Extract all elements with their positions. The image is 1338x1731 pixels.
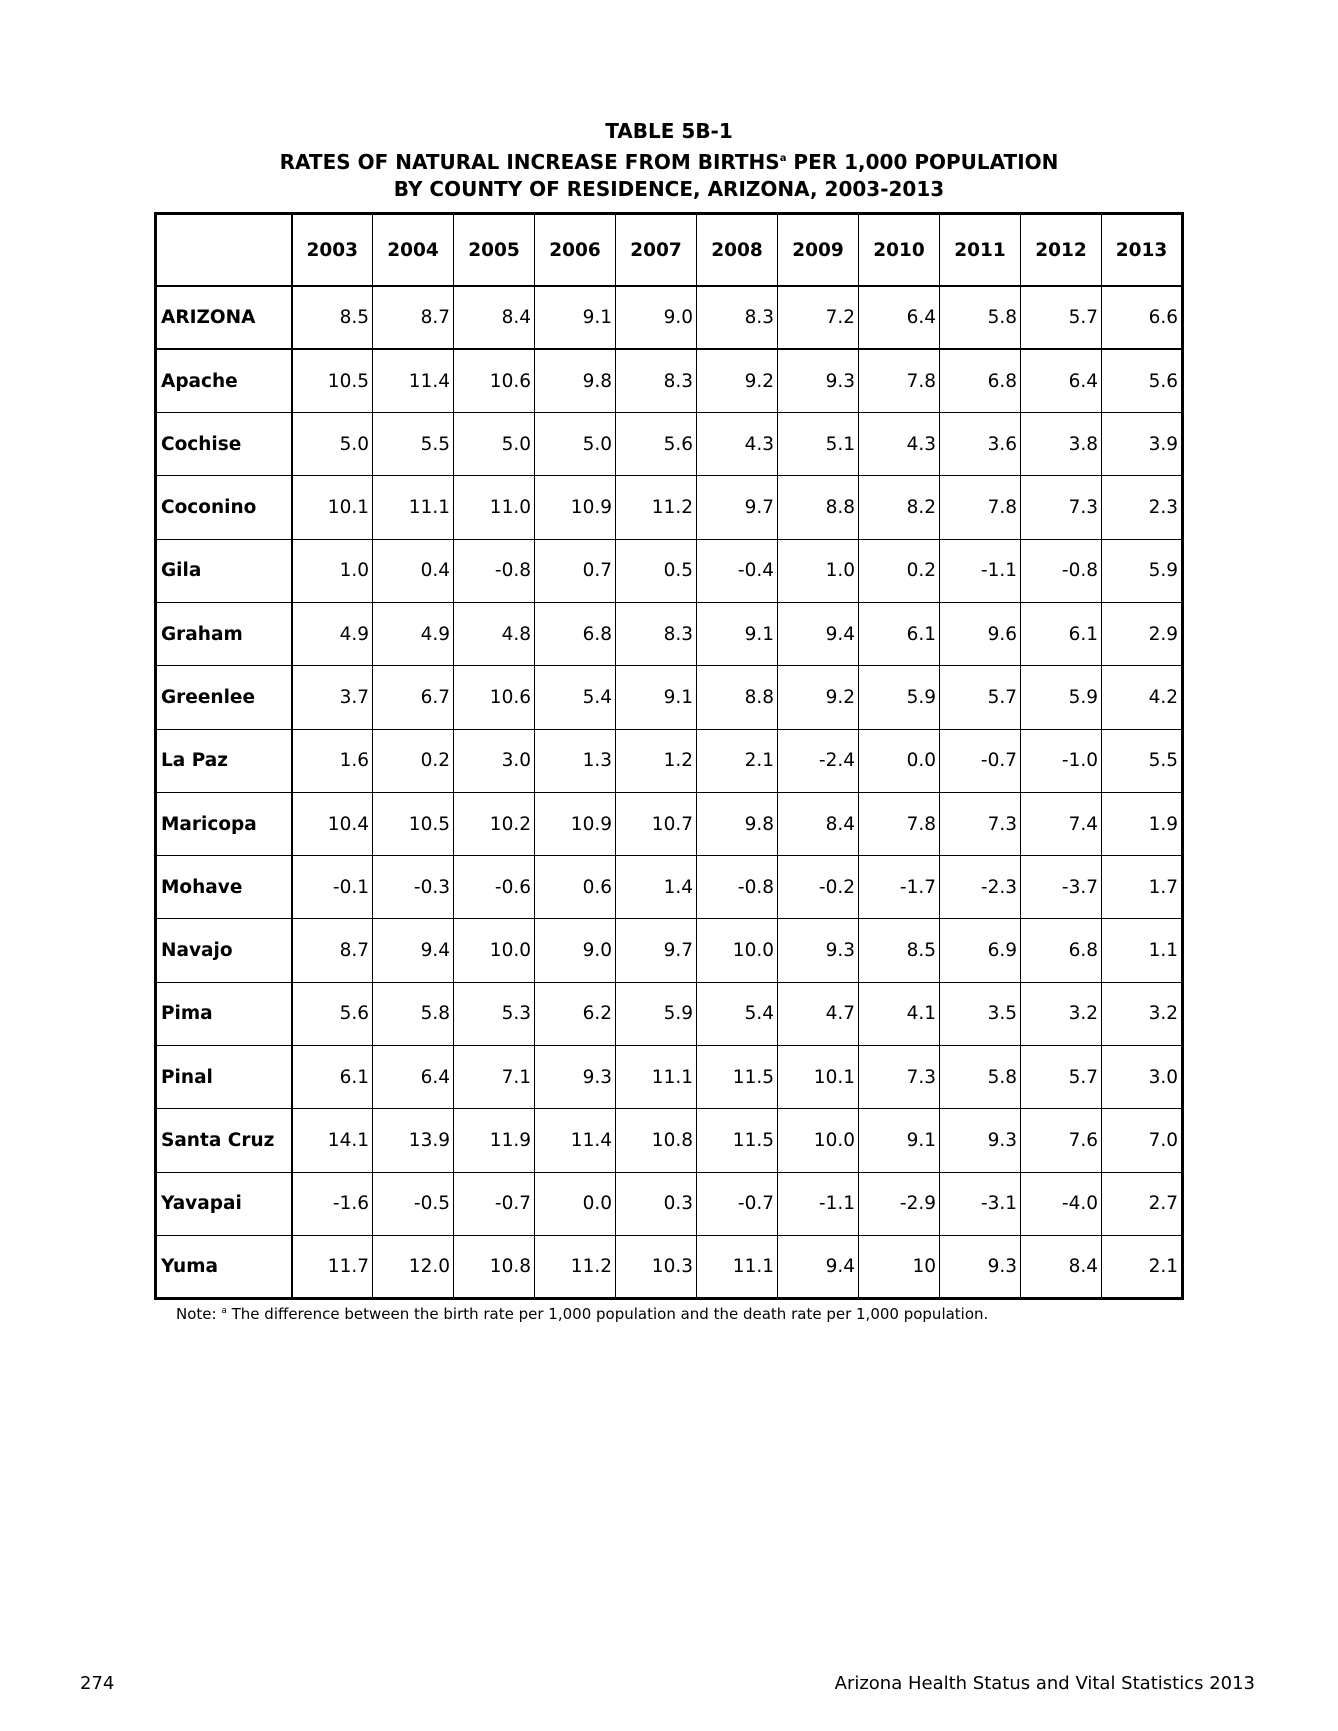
rate-value-cell: 0.6 bbox=[535, 856, 616, 919]
rate-value-cell: 13.9 bbox=[373, 1109, 454, 1172]
rate-value-cell: 9.3 bbox=[535, 1046, 616, 1109]
rate-value-cell: -1.7 bbox=[859, 856, 940, 919]
rate-value-cell: 10.9 bbox=[535, 792, 616, 855]
rate-value-cell: 8.3 bbox=[616, 349, 697, 412]
rate-value-cell: 2.3 bbox=[1102, 476, 1183, 539]
rate-value-cell: 10.0 bbox=[697, 919, 778, 982]
county-name-cell: Greenlee bbox=[156, 666, 292, 729]
rate-value-cell: 10.6 bbox=[454, 666, 535, 729]
rate-value-cell: 4.9 bbox=[292, 602, 373, 665]
rate-value-cell: 11.1 bbox=[373, 476, 454, 539]
county-name-cell: Yavapai bbox=[156, 1172, 292, 1235]
rate-value-cell: 4.3 bbox=[859, 413, 940, 476]
title-line-2-tail: PER 1,000 POPULATION bbox=[786, 150, 1059, 174]
table-row bbox=[156, 413, 1183, 476]
rate-value-cell: 5.0 bbox=[292, 413, 373, 476]
rate-value-cell: -0.6 bbox=[454, 856, 535, 919]
rate-value-cell: 11.9 bbox=[454, 1109, 535, 1172]
rate-value-cell: 8.5 bbox=[859, 919, 940, 982]
county-name-cell: Maricopa bbox=[156, 792, 292, 855]
rates-table bbox=[154, 212, 1184, 1300]
rate-value-cell: 11.5 bbox=[697, 1046, 778, 1109]
rate-value-cell: 11.1 bbox=[616, 1046, 697, 1109]
rate-value-cell: 1.2 bbox=[616, 729, 697, 792]
rate-value-cell: 14.1 bbox=[292, 1109, 373, 1172]
rate-value-cell: 5.1 bbox=[778, 413, 859, 476]
rate-value-cell: -0.1 bbox=[292, 856, 373, 919]
rate-value-cell: 0.3 bbox=[616, 1172, 697, 1235]
rate-value-cell: -4.0 bbox=[1021, 1172, 1102, 1235]
year-header: 2004 bbox=[373, 214, 454, 287]
rate-value-cell: 9.1 bbox=[697, 602, 778, 665]
county-name-cell: Pinal bbox=[156, 1046, 292, 1109]
rate-value-cell: 1.4 bbox=[616, 856, 697, 919]
rate-value-cell: 4.9 bbox=[373, 602, 454, 665]
rate-value-cell: 8.8 bbox=[778, 476, 859, 539]
rate-value-cell: 9.2 bbox=[697, 349, 778, 412]
rate-value-cell: 9.3 bbox=[940, 1235, 1021, 1298]
rate-value-cell: -3.1 bbox=[940, 1172, 1021, 1235]
year-header: 2009 bbox=[778, 214, 859, 287]
table-body bbox=[156, 286, 1183, 1299]
table-row bbox=[156, 666, 1183, 729]
county-name-cell: Graham bbox=[156, 602, 292, 665]
rate-value-cell: 10.0 bbox=[778, 1109, 859, 1172]
table-row bbox=[156, 792, 1183, 855]
rate-value-cell: 9.3 bbox=[940, 1109, 1021, 1172]
rate-value-cell: 2.1 bbox=[697, 729, 778, 792]
rate-value-cell: -0.5 bbox=[373, 1172, 454, 1235]
county-name-cell: Cochise bbox=[156, 413, 292, 476]
rate-value-cell: 11.1 bbox=[697, 1235, 778, 1298]
rate-value-cell: 3.8 bbox=[1021, 413, 1102, 476]
year-header: 2006 bbox=[535, 214, 616, 287]
county-name-cell: La Paz bbox=[156, 729, 292, 792]
rate-value-cell: 9.4 bbox=[373, 919, 454, 982]
rate-value-cell: 9.8 bbox=[535, 349, 616, 412]
rate-value-cell: 7.4 bbox=[1021, 792, 1102, 855]
rate-value-cell: -2.3 bbox=[940, 856, 1021, 919]
rate-value-cell: 11.2 bbox=[535, 1235, 616, 1298]
rate-value-cell: 9.1 bbox=[616, 666, 697, 729]
rate-value-cell: -0.4 bbox=[697, 539, 778, 602]
table-row bbox=[156, 286, 1183, 349]
rate-value-cell: 6.7 bbox=[373, 666, 454, 729]
rate-value-cell: -0.7 bbox=[940, 729, 1021, 792]
table-row bbox=[156, 856, 1183, 919]
rate-value-cell: 5.6 bbox=[616, 413, 697, 476]
publication-title: Arizona Health Status and Vital Statistics 2013 bbox=[834, 1673, 1255, 1694]
rate-value-cell: -1.1 bbox=[940, 539, 1021, 602]
year-header: 2008 bbox=[697, 214, 778, 287]
rate-value-cell: 5.4 bbox=[697, 982, 778, 1045]
rate-value-cell: 9.0 bbox=[535, 919, 616, 982]
page-number: 274 bbox=[80, 1673, 115, 1694]
rate-value-cell: 2.7 bbox=[1102, 1172, 1183, 1235]
rate-value-cell: -1.0 bbox=[1021, 729, 1102, 792]
rate-value-cell: 3.0 bbox=[454, 729, 535, 792]
county-name-cell: ARIZONA bbox=[156, 286, 292, 349]
rate-value-cell: 5.7 bbox=[1021, 1046, 1102, 1109]
county-name-cell: Coconino bbox=[156, 476, 292, 539]
rate-value-cell: 3.2 bbox=[1102, 982, 1183, 1045]
note-text: The difference between the birth rate per 1,000 population and the death rate per 1,000 population. bbox=[226, 1305, 989, 1323]
title-line-3: BY COUNTY OF RESIDENCE, ARIZONA, 2003-2013 bbox=[393, 177, 945, 201]
rate-value-cell: 2.9 bbox=[1102, 602, 1183, 665]
rate-value-cell: 7.8 bbox=[940, 476, 1021, 539]
year-header: 2003 bbox=[292, 214, 373, 287]
rate-value-cell: 0.5 bbox=[616, 539, 697, 602]
rate-value-cell: 6.8 bbox=[1021, 919, 1102, 982]
rate-value-cell: 5.4 bbox=[535, 666, 616, 729]
rate-value-cell: 4.3 bbox=[697, 413, 778, 476]
rate-value-cell: 8.7 bbox=[373, 286, 454, 349]
rate-value-cell: 4.1 bbox=[859, 982, 940, 1045]
year-header: 2011 bbox=[940, 214, 1021, 287]
title-footnote-marker: a bbox=[779, 153, 787, 164]
year-header: 2012 bbox=[1021, 214, 1102, 287]
rate-value-cell: 6.1 bbox=[859, 602, 940, 665]
rate-value-cell: 3.0 bbox=[1102, 1046, 1183, 1109]
rate-value-cell: 5.6 bbox=[292, 982, 373, 1045]
rate-value-cell: 9.0 bbox=[616, 286, 697, 349]
rate-value-cell: 5.9 bbox=[616, 982, 697, 1045]
rate-value-cell: 3.9 bbox=[1102, 413, 1183, 476]
rate-value-cell: 5.0 bbox=[535, 413, 616, 476]
rate-value-cell: 6.1 bbox=[292, 1046, 373, 1109]
rate-value-cell: 6.4 bbox=[1021, 349, 1102, 412]
rate-value-cell: 5.7 bbox=[1021, 286, 1102, 349]
county-name-cell: Apache bbox=[156, 349, 292, 412]
rate-value-cell: 6.6 bbox=[1102, 286, 1183, 349]
rate-value-cell: 7.1 bbox=[454, 1046, 535, 1109]
rate-value-cell: 5.9 bbox=[1102, 539, 1183, 602]
rate-value-cell: 11.0 bbox=[454, 476, 535, 539]
rate-value-cell: 8.5 bbox=[292, 286, 373, 349]
table-row bbox=[156, 539, 1183, 602]
rate-value-cell: 9.7 bbox=[697, 476, 778, 539]
rate-value-cell: 9.1 bbox=[859, 1109, 940, 1172]
rate-value-cell: 1.6 bbox=[292, 729, 373, 792]
rate-value-cell: 4.8 bbox=[454, 602, 535, 665]
rate-value-cell: 10.1 bbox=[292, 476, 373, 539]
rate-value-cell: 8.2 bbox=[859, 476, 940, 539]
rate-value-cell: 10.3 bbox=[616, 1235, 697, 1298]
county-name-cell: Pima bbox=[156, 982, 292, 1045]
table-row bbox=[156, 919, 1183, 982]
rate-value-cell: 5.7 bbox=[940, 666, 1021, 729]
table-row bbox=[156, 1235, 1183, 1298]
rate-value-cell: 0.2 bbox=[373, 729, 454, 792]
rate-value-cell: 6.9 bbox=[940, 919, 1021, 982]
rate-value-cell: 5.6 bbox=[1102, 349, 1183, 412]
rate-value-cell: 8.3 bbox=[616, 602, 697, 665]
rate-value-cell: 7.3 bbox=[859, 1046, 940, 1109]
rate-value-cell: 11.7 bbox=[292, 1235, 373, 1298]
rate-value-cell: 1.7 bbox=[1102, 856, 1183, 919]
year-header: 2005 bbox=[454, 214, 535, 287]
rate-value-cell: 7.3 bbox=[940, 792, 1021, 855]
rate-value-cell: 3.5 bbox=[940, 982, 1021, 1045]
table-header-row bbox=[156, 214, 1183, 287]
rate-value-cell: 10.8 bbox=[616, 1109, 697, 1172]
rate-value-cell: 1.1 bbox=[1102, 919, 1183, 982]
rate-value-cell: -2.4 bbox=[778, 729, 859, 792]
rate-value-cell: 10.5 bbox=[292, 349, 373, 412]
rate-value-cell: -0.8 bbox=[697, 856, 778, 919]
rate-value-cell: 11.5 bbox=[697, 1109, 778, 1172]
rate-value-cell: 2.1 bbox=[1102, 1235, 1183, 1298]
rate-value-cell: -1.6 bbox=[292, 1172, 373, 1235]
rate-value-cell: 7.8 bbox=[859, 349, 940, 412]
county-name-cell: Navajo bbox=[156, 919, 292, 982]
county-name-cell: Santa Cruz bbox=[156, 1109, 292, 1172]
table-row bbox=[156, 1172, 1183, 1235]
rate-value-cell: 0.7 bbox=[535, 539, 616, 602]
rate-value-cell: 6.4 bbox=[373, 1046, 454, 1109]
rate-value-cell: 3.6 bbox=[940, 413, 1021, 476]
rate-value-cell: 10.4 bbox=[292, 792, 373, 855]
title-line-2-main: RATES OF NATURAL INCREASE FROM BIRTHS bbox=[279, 150, 780, 174]
table-row bbox=[156, 476, 1183, 539]
title-line-1: TABLE 5B-1 bbox=[605, 119, 733, 143]
rate-value-cell: 8.7 bbox=[292, 919, 373, 982]
rate-value-cell: 9.6 bbox=[940, 602, 1021, 665]
rate-value-cell: 5.5 bbox=[1102, 729, 1183, 792]
rate-value-cell: 5.8 bbox=[373, 982, 454, 1045]
rate-value-cell: 5.9 bbox=[1021, 666, 1102, 729]
table-row bbox=[156, 982, 1183, 1045]
rate-value-cell: 6.2 bbox=[535, 982, 616, 1045]
year-header: 2010 bbox=[859, 214, 940, 287]
rate-value-cell: 10.5 bbox=[373, 792, 454, 855]
rate-value-cell: 0.2 bbox=[859, 539, 940, 602]
header-corner-cell bbox=[156, 214, 292, 287]
rate-value-cell: 9.8 bbox=[697, 792, 778, 855]
county-name-cell: Gila bbox=[156, 539, 292, 602]
rate-value-cell: 8.4 bbox=[454, 286, 535, 349]
title-line-2 bbox=[0, 145, 1338, 176]
rate-value-cell: 1.3 bbox=[535, 729, 616, 792]
rate-value-cell: 5.5 bbox=[373, 413, 454, 476]
rate-value-cell: -0.3 bbox=[373, 856, 454, 919]
rate-value-cell: 10.8 bbox=[454, 1235, 535, 1298]
rate-value-cell: -0.7 bbox=[454, 1172, 535, 1235]
rate-value-cell: 8.3 bbox=[697, 286, 778, 349]
rate-value-cell: -3.7 bbox=[1021, 856, 1102, 919]
table-title bbox=[0, 118, 1338, 203]
rate-value-cell: -0.7 bbox=[697, 1172, 778, 1235]
rate-value-cell: 7.8 bbox=[859, 792, 940, 855]
rate-value-cell: 9.3 bbox=[778, 919, 859, 982]
rate-value-cell: 11.2 bbox=[616, 476, 697, 539]
rate-value-cell: 1.0 bbox=[292, 539, 373, 602]
rate-value-cell: 10.1 bbox=[778, 1046, 859, 1109]
county-name-cell: Mohave bbox=[156, 856, 292, 919]
rate-value-cell: 0.4 bbox=[373, 539, 454, 602]
rate-value-cell: 5.9 bbox=[859, 666, 940, 729]
rate-value-cell: 0.0 bbox=[859, 729, 940, 792]
rate-value-cell: 0.0 bbox=[535, 1172, 616, 1235]
rate-value-cell: 10 bbox=[859, 1235, 940, 1298]
rate-value-cell: 7.0 bbox=[1102, 1109, 1183, 1172]
rate-value-cell: 3.7 bbox=[292, 666, 373, 729]
rate-value-cell: 3.2 bbox=[1021, 982, 1102, 1045]
rate-value-cell: 10.7 bbox=[616, 792, 697, 855]
rate-value-cell: 9.4 bbox=[778, 1235, 859, 1298]
rate-value-cell: 10.9 bbox=[535, 476, 616, 539]
rate-value-cell: 5.0 bbox=[454, 413, 535, 476]
note-prefix: Note: bbox=[176, 1305, 222, 1323]
year-header: 2007 bbox=[616, 214, 697, 287]
rate-value-cell: 6.1 bbox=[1021, 602, 1102, 665]
rate-value-cell: 6.4 bbox=[859, 286, 940, 349]
rate-value-cell: 7.6 bbox=[1021, 1109, 1102, 1172]
rate-value-cell: -0.8 bbox=[1021, 539, 1102, 602]
note-footnote-marker: a bbox=[221, 1306, 227, 1316]
rate-value-cell: 8.4 bbox=[778, 792, 859, 855]
rate-value-cell: 8.8 bbox=[697, 666, 778, 729]
year-header: 2013 bbox=[1102, 214, 1183, 287]
rate-value-cell: 9.7 bbox=[616, 919, 697, 982]
rate-value-cell: 4.7 bbox=[778, 982, 859, 1045]
rate-value-cell: 5.8 bbox=[940, 1046, 1021, 1109]
table-row bbox=[156, 602, 1183, 665]
rate-value-cell: 7.3 bbox=[1021, 476, 1102, 539]
rate-value-cell: 12.0 bbox=[373, 1235, 454, 1298]
rate-value-cell: -0.8 bbox=[454, 539, 535, 602]
table-row bbox=[156, 349, 1183, 412]
table-row bbox=[156, 1109, 1183, 1172]
rate-value-cell: -2.9 bbox=[859, 1172, 940, 1235]
rate-value-cell: 1.9 bbox=[1102, 792, 1183, 855]
table-note bbox=[176, 1305, 988, 1323]
rate-value-cell: 5.3 bbox=[454, 982, 535, 1045]
rate-value-cell: 4.2 bbox=[1102, 666, 1183, 729]
rate-value-cell: 1.0 bbox=[778, 539, 859, 602]
rate-value-cell: 10.6 bbox=[454, 349, 535, 412]
table-row bbox=[156, 729, 1183, 792]
rate-value-cell: 9.3 bbox=[778, 349, 859, 412]
rate-value-cell: 9.2 bbox=[778, 666, 859, 729]
rate-value-cell: 5.8 bbox=[940, 286, 1021, 349]
rate-value-cell: -0.2 bbox=[778, 856, 859, 919]
rate-value-cell: 6.8 bbox=[535, 602, 616, 665]
rate-value-cell: 9.1 bbox=[535, 286, 616, 349]
table-row bbox=[156, 1046, 1183, 1109]
rate-value-cell: 11.4 bbox=[373, 349, 454, 412]
rate-value-cell: 8.4 bbox=[1021, 1235, 1102, 1298]
rate-value-cell: 7.2 bbox=[778, 286, 859, 349]
rate-value-cell: 11.4 bbox=[535, 1109, 616, 1172]
rate-value-cell: 10.0 bbox=[454, 919, 535, 982]
rate-value-cell: 10.2 bbox=[454, 792, 535, 855]
rate-value-cell: -1.1 bbox=[778, 1172, 859, 1235]
county-name-cell: Yuma bbox=[156, 1235, 292, 1298]
rate-value-cell: 9.4 bbox=[778, 602, 859, 665]
rate-value-cell: 6.8 bbox=[940, 349, 1021, 412]
